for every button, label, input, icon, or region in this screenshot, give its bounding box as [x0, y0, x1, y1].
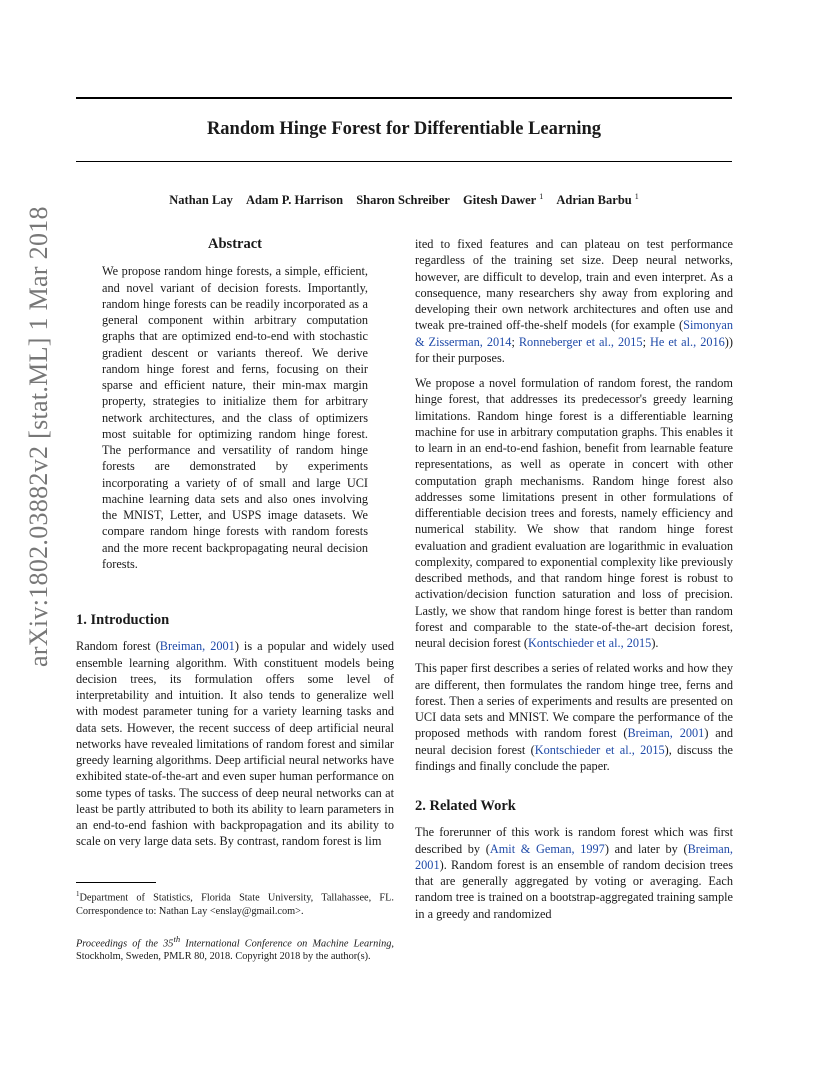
paper-title: Random Hinge Forest for Differentiable Learning	[206, 119, 602, 139]
intro-paragraph: We propose a novel formulation of random forest, the random hinge forest, that addresses its predecessor's greedy learning limitations. Random hinge forest is a differentiable learning machine for use in arbitrary computation graphs. This enables it to learn in an end-to-end fashion, benefit from learnable feature representations, as well as operate in concert with other computation graph mechanisms. Random hinge forest also addresses some limitations present in other formulations of differentiable decision trees and forests, namely efficiency and numerical stability. We show that random hinge forest evaluation and gradient evaluation are logarithmic in evaluation complexity, compared to exponential complexity like previously described methods, and that random hinge forest is robust to activation/decision function saturation and loss of precision. Lastly, we show that random hinge forest is better than random forest and comparable to the state-of-the-art decision forest, neural decision forest (Kontschieder et al., 2015).	[415, 376, 733, 650]
abstract-text: We propose random hinge forests, a simple, efficient, and novel variant of decision forests. Importantly, random hinge forests can be readily incorporated as a general component within arbitrary computation graphs that are optimized end-to-end with stochastic gradient descent or variants thereof. We derive random hinge forest and ferns, focusing on their sparse and efficient nature, their min-max margin property, strategies to initialize them for arbitrary network architectures, and the class of optimizers most suitable for optimizing random hinge forest. The performance and versatility of random hinge forests are demonstrated by experiments incorporating a variety of of small and large UCI machine learning data sets and also ones involving the MNIST, Letter, and USPS image datasets. We compare random hinge forests with random forests and the more recent backpropagating neural decision forests.	[102, 264, 368, 571]
footnote-mark: 1	[76, 890, 80, 898]
proceedings-note: Proceedings of the 35th International Conference on Machine Learning, Stockholm, Sweden, PMLR 80, 2018. Copyright 2018 by the author(s).	[76, 933, 394, 963]
title-rule-top	[76, 97, 732, 99]
footnote-rule	[76, 882, 156, 883]
title-rule-bottom	[76, 161, 732, 162]
citation-link[interactable]: Breiman, 2001	[415, 841, 733, 872]
citation-link[interactable]: Breiman, 2001	[627, 726, 705, 741]
citation-link[interactable]: Amit & Geman, 1997	[489, 841, 605, 856]
affiliation-mark: 1	[539, 192, 544, 201]
citation-link[interactable]: Ronneberger et al., 2015	[518, 334, 643, 349]
arxiv-stamp: arXiv:1802.03882v2 [stat.ML] 1 Mar 2018	[24, 206, 53, 667]
author-list	[76, 192, 732, 208]
right-column	[415, 236, 733, 931]
citation-link[interactable]: Kontschieder et al., 2015	[534, 742, 665, 757]
author: Adrian Barbu $^1$	[556, 192, 639, 208]
affiliation-mark: 1	[634, 192, 639, 201]
footnote-area	[76, 882, 394, 964]
citation-link[interactable]: Simonyan & Zisserman, 2014	[415, 318, 733, 349]
intro-paragraph: Random forest (Breiman, 2001) is a popular and widely used ensemble learning algorithm. With constituent models being decision trees, its formulation offers some level of interpretability and intuition. It also tends to generalize well with modest parameter tuning for a variety learning tasks and data sets. However, the recent success of deep artificial neural networks have revealed limitations of random forest and similar greedy learning algorithms. Deep artificial neural networks have exhibited state-of-the-art and even super human performance on some types of tasks. The success of deep neural networks can at least be partly attributed to both its ability to learn parameters in an end-to-end fashion with backpropagation and its ability to scale on very large data sets. By contrast, random forest is lim	[76, 639, 394, 849]
author: Gitesh Dawer $^1$	[462, 192, 544, 208]
author: Sharon Schreiber	[356, 193, 450, 208]
citation-link[interactable]: Breiman, 2001	[159, 639, 235, 654]
introduction-heading: 1. Introduction	[76, 612, 170, 628]
citation-link[interactable]: He et al., 2016	[650, 334, 725, 349]
left-column	[76, 236, 394, 859]
intro-paragraph-continued: ited to fixed features and can plateau on test performance regardless of the training set size. Deep neural networks, however, are difficult to develop, train and even interpret. As a consequence, many researchers shy away from exploring and developing their own network architectures and often use and tweak pre-trained off-the-shelf models (for example (Simonyan & Zisserman, 2014; Ronneberger et al., 2015; He et al., 2016)) for their purposes.	[415, 237, 733, 365]
author: Nathan Lay	[169, 193, 233, 208]
citation-link[interactable]: Kontschieder et al., 2015	[528, 636, 652, 650]
footnote: $^1$Department of Statistics, Florida State University, Tallahassee, FL. Correspondence to: Nathan Lay <enslay@gmail.com>.	[76, 890, 394, 917]
related-paragraph: The forerunner of this work is random forest which was first described by (Amit & Geman, 1997) and later by (Breiman, 2001). Random forest is an ensemble of random decision trees that are generally aggregated by voting or averaging. Each random tree is trained on a bootstrap-aggregated training sample in a greedy and randomized	[415, 825, 733, 921]
abstract-heading: Abstract	[208, 236, 262, 252]
intro-paragraph: This paper first describes a series of related works and how they are different, then formulates the random hinge tree, ferns and forest. Then a series of experiments and results are presented on UCI data sets and MNIST. We compare the performance of the proposed methods with random forest (Breiman, 2001) and neural decision forest (Kontschieder et al., 2015), discuss the findings and finally conclude the paper.	[415, 661, 733, 773]
related-work-heading: 2. Related Work	[415, 798, 516, 814]
author: Adam P. Harrison	[245, 193, 344, 208]
